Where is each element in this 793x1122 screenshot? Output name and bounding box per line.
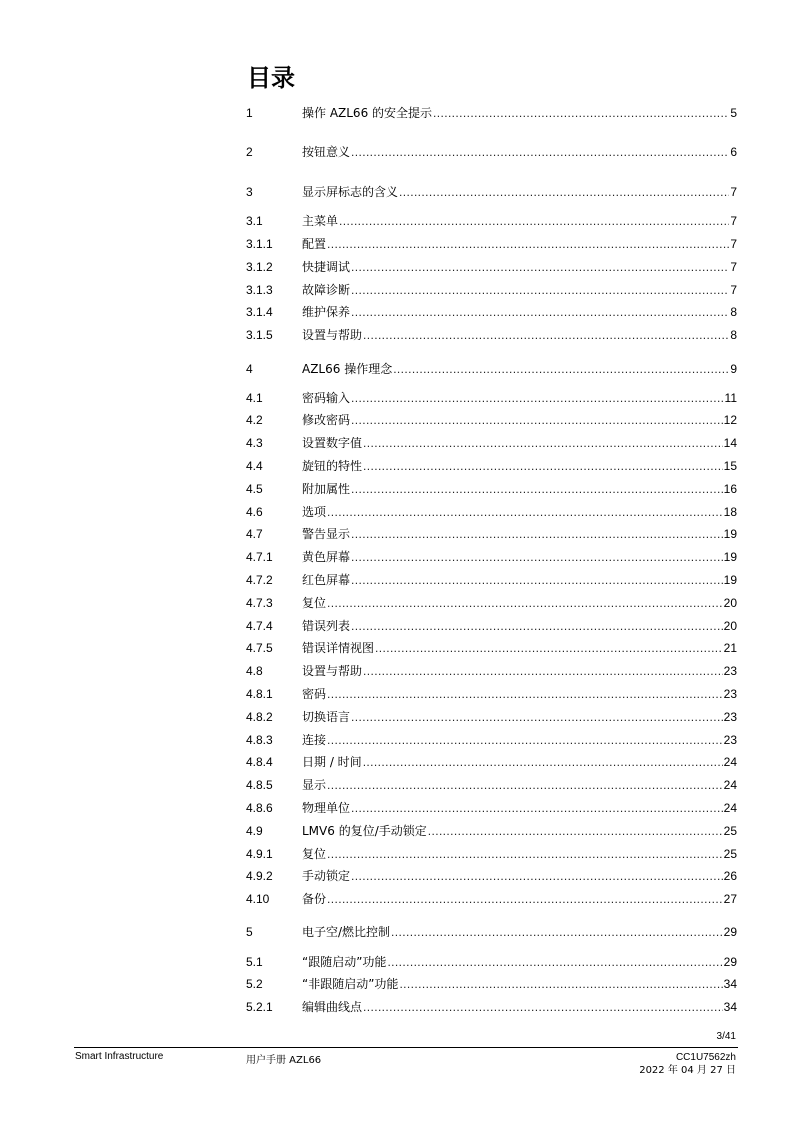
toc-entry[interactable] [246,639,737,657]
toc-entry-label: 复位 [302,596,327,610]
toc-entry-label: 附加属性 [302,482,351,496]
toc-entry-label: 操作 AZL66 的安全提示 [302,106,433,120]
toc-entry-label: 切换语言 [302,710,351,724]
toc-entry[interactable] [246,799,737,817]
dot-leader [387,953,722,971]
dot-leader [339,212,729,230]
toc-entry[interactable] [246,822,737,840]
toc-entry-page: 21 [723,641,737,655]
toc-entry-number: 3 [246,185,253,199]
toc-entry-number: 4.7.4 [246,619,273,633]
toc-entry-page: 23 [723,687,737,701]
toc-entry[interactable] [246,753,737,771]
toc-entry-page: 25 [723,847,737,861]
toc-entry-number: 5 [246,925,253,939]
toc-entry-page: 16 [723,482,737,496]
toc-entry-page: 19 [723,573,737,587]
toc-entry-number: 3.1.2 [246,260,273,274]
toc-entry-number: 3.1.3 [246,283,273,297]
toc-entry-page: 26 [723,869,737,883]
dot-leader [351,389,724,407]
toc-entry-number: 4.8.5 [246,778,273,792]
toc-entry-label: 错误列表 [302,619,351,633]
toc-entry-number: 4 [246,362,253,376]
toc-entry-number: 4.2 [246,413,263,427]
dot-leader [351,143,729,161]
toc-entry-label: 设置与帮助 [302,664,363,678]
toc-entry-page: 20 [723,596,737,610]
dot-leader [351,411,723,429]
toc-entry-number: 4.7.5 [246,641,273,655]
toc-entry-page: 19 [723,527,737,541]
toc-entry-label: 复位 [302,847,327,861]
dot-leader [351,281,729,299]
toc-entry-page: 23 [723,664,737,678]
toc-entry[interactable] [246,890,737,908]
toc-entry[interactable] [246,975,737,993]
toc-entry-page: 12 [723,413,737,427]
toc-entry[interactable] [246,503,737,521]
toc-entry-number: 4.7 [246,527,263,541]
toc-entry[interactable] [246,411,737,429]
toc-entry[interactable] [246,923,737,941]
dot-leader [363,434,723,452]
toc-entry-page: 24 [723,801,737,815]
dot-leader [351,867,723,885]
toc-entry-page: 34 [723,977,737,991]
toc-entry-page: 18 [723,505,737,519]
footer-doc-id: CC1U7562zh [675,1052,736,1063]
toc-entry[interactable] [246,104,737,122]
toc-entry[interactable] [246,571,737,589]
toc-entry[interactable] [246,235,737,253]
toc-entry-number: 4.1 [246,391,263,405]
toc-entry-page: 11 [724,391,737,405]
toc-entry[interactable] [246,708,737,726]
toc-entry-page: 9 [730,362,737,376]
dot-leader [351,799,723,817]
dot-leader [363,326,729,344]
toc-entry[interactable] [246,953,737,971]
dot-leader [327,503,723,521]
toc-entry-page: 27 [723,892,737,906]
footer-divider [74,1047,738,1048]
page-title: 目录 [247,64,295,92]
toc-entry[interactable] [246,303,737,321]
toc-entry-label: 物理单位 [302,801,351,815]
toc-entry-page: 8 [730,328,737,342]
toc-entry-number: 4.8.4 [246,755,273,769]
toc-entry-label: 旋钮的特性 [302,459,363,473]
toc-entry[interactable] [246,389,737,407]
toc-entry-label: 连接 [302,733,327,747]
toc-entry-label: “非跟随启动”功能 [302,977,399,991]
dot-leader [351,548,723,566]
toc-entry-label: 设置数字值 [302,436,363,450]
toc-entry-page: 19 [723,550,737,564]
dot-leader [399,183,729,201]
toc-entry-page: 23 [723,710,737,724]
toc-entry-label: 显示屏标志的含义 [302,185,399,199]
toc-entry-page: 25 [723,824,737,838]
toc-entry[interactable] [246,776,737,794]
footer-doc-info [639,1051,736,1077]
toc-entry-page: 29 [723,955,737,969]
toc-entry-number: 4.3 [246,436,263,450]
toc-entry-number: 4.8.2 [246,710,273,724]
dot-leader [393,360,729,378]
dot-leader [363,662,723,680]
toc-entry-page: 15 [723,459,737,473]
toc-entry[interactable] [246,617,737,635]
toc-entry[interactable] [246,183,737,201]
toc-entry-page: 7 [730,214,737,228]
toc-entry[interactable] [246,867,737,885]
toc-entry-number: 2 [246,145,253,159]
toc-entry-number: 4.10 [246,892,270,906]
dot-leader [351,303,729,321]
toc-entry-label: 按钮意义 [302,145,351,159]
dot-leader [351,617,723,635]
toc-entry-number: 5.1 [246,955,263,969]
dot-leader [327,685,723,703]
toc-entry-page: 20 [723,619,737,633]
dot-leader [391,923,723,941]
toc-entry-label: 主菜单 [302,214,339,228]
toc-entry-label: 显示 [302,778,327,792]
dot-leader [351,708,723,726]
toc-entry[interactable] [246,143,737,161]
toc-entry-number: 4.9.2 [246,869,273,883]
footer-company: Smart Infrastructure [75,1051,164,1062]
toc-entry[interactable] [246,662,737,680]
toc-entry-number: 4.9.1 [246,847,273,861]
dot-leader [327,776,723,794]
toc-entry-label: LMV6 的复位/手动锁定 [302,824,427,838]
toc-entry-label: 设置与帮助 [302,328,363,342]
toc-entry-page: 7 [730,185,737,199]
toc-entry[interactable] [246,998,737,1016]
toc-entry-number: 4.4 [246,459,263,473]
toc-entry[interactable] [246,212,737,230]
toc-entry-number: 4.7.3 [246,596,273,610]
toc-entry-label: 日期 / 时间 [302,755,362,769]
toc-entry[interactable] [246,594,737,612]
toc-entry[interactable] [246,525,737,543]
toc-entry-page: 8 [730,305,737,319]
toc-entry[interactable] [246,326,737,344]
toc-entry-number: 4.5 [246,482,263,496]
toc-entry-page: 23 [723,733,737,747]
toc-entry-number: 4.7.2 [246,573,273,587]
dot-leader [351,525,723,543]
toc-entry-number: 3.1.1 [246,237,273,251]
toc-entry-label: “跟随启动”功能 [302,955,387,969]
table-of-contents [246,0,737,1122]
dot-leader [375,639,723,657]
dot-leader [399,975,722,993]
dot-leader [327,235,729,253]
footer-doc-title: 用户手册 AZL66 [246,1055,322,1066]
toc-entry-page: 29 [723,925,737,939]
dot-leader [327,890,723,908]
toc-entry[interactable] [246,360,737,378]
dot-leader [363,753,723,771]
toc-entry[interactable] [246,845,737,863]
toc-entry-label: 维护保养 [302,305,351,319]
toc-entry-label: 错误详情视图 [302,641,375,655]
toc-entry-number: 5.2.1 [246,1000,273,1014]
dot-leader [363,457,723,475]
dot-leader [433,104,729,122]
toc-entry[interactable] [246,480,737,498]
toc-entry-page: 34 [723,1000,737,1014]
toc-entry-number: 4.8.3 [246,733,273,747]
toc-entry-page: 7 [730,283,737,297]
toc-entry[interactable] [246,258,737,276]
toc-entry-page: 7 [730,260,737,274]
toc-entry-label: 故障诊断 [302,283,351,297]
dot-leader [351,480,723,498]
toc-entry[interactable] [246,685,737,703]
toc-entry-number: 4.6 [246,505,263,519]
toc-entry-label: 手动锁定 [302,869,351,883]
dot-leader [363,998,723,1016]
toc-entry-label: 红色屏幕 [302,573,351,587]
toc-entry-page: 5 [730,106,737,120]
toc-entry-number: 4.8.1 [246,687,273,701]
toc-entry[interactable] [246,548,737,566]
toc-entry-number: 1 [246,106,253,120]
toc-entry-page: 6 [730,145,737,159]
toc-entry-label: 选项 [302,505,327,519]
toc-entry-label: 配置 [302,237,327,251]
dot-leader [351,571,723,589]
toc-entry-label: 修改密码 [302,413,351,427]
toc-entry-number: 4.7.1 [246,550,273,564]
toc-entry[interactable] [246,457,737,475]
toc-entry-label: 快捷调试 [302,260,351,274]
toc-entry-label: 密码输入 [302,391,351,405]
dot-leader [351,258,729,276]
toc-entry[interactable] [246,281,737,299]
toc-entry-label: AZL66 操作理念 [302,362,393,376]
toc-entry-label: 黄色屏幕 [302,550,351,564]
toc-entry-page: 7 [730,237,737,251]
toc-entry-number: 3.1.5 [246,328,273,342]
dot-leader [428,822,723,840]
toc-entry-number: 3.1 [246,214,263,228]
toc-entry-number: 3.1.4 [246,305,273,319]
dot-leader [327,845,723,863]
dot-leader [327,594,723,612]
toc-entry-label: 电子空/燃比控制 [302,925,391,939]
toc-entry-label: 密码 [302,687,327,701]
toc-entry-number: 4.8 [246,664,263,678]
toc-entry-number: 5.2 [246,977,263,991]
toc-entry[interactable] [246,434,737,452]
toc-entry[interactable] [246,731,737,749]
toc-entry-page: 24 [723,755,737,769]
toc-entry-page: 14 [723,436,737,450]
toc-entry-label: 编辑曲线点 [302,1000,363,1014]
toc-entry-label: 警告显示 [302,527,351,541]
dot-leader [327,731,723,749]
page-number: 3/41 [716,1031,736,1042]
toc-entry-label: 备份 [302,892,327,906]
toc-entry-number: 4.9 [246,824,263,838]
footer-date: 2022 年 04 月 27 日 [639,1065,736,1076]
toc-entry-page: 24 [723,778,737,792]
toc-entry-number: 4.8.6 [246,801,273,815]
